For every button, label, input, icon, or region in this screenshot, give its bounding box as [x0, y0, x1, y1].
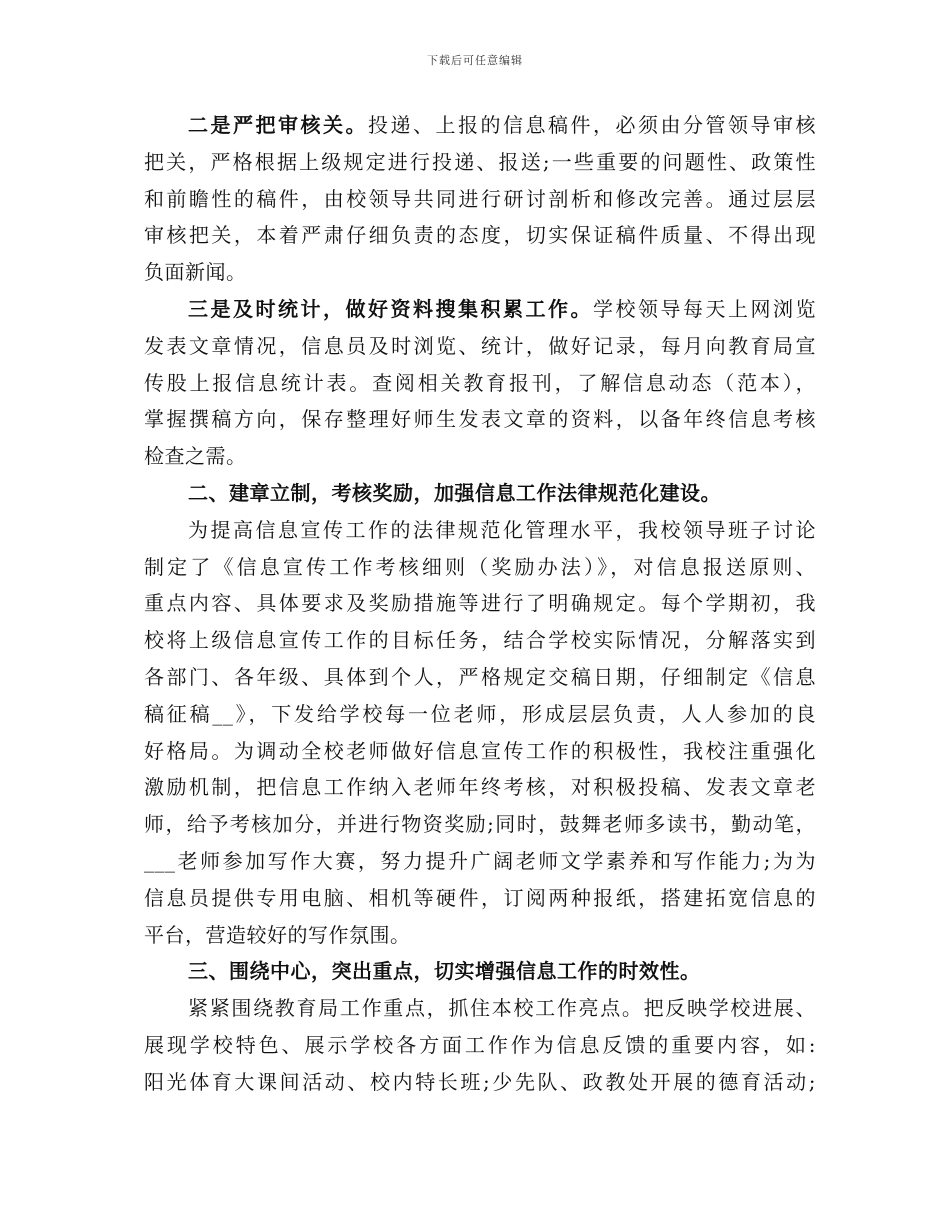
- paragraph-text: 学校领导每天上网浏览: [593, 296, 816, 321]
- section-heading: 二、建章立制，考核奖励，加强信息工作法律规范化建设。: [188, 480, 721, 505]
- paragraph-line: 制定了《信息宣传工作考核细则（奖励办法）》，对信息报送原则、: [144, 554, 816, 579]
- paragraph-line: 好格局。为调动全校老师做好信息宣传工作的积极性，我校注重强化: [144, 738, 816, 763]
- paragraph-line: [144, 291, 816, 328]
- paragraph-line: 平台，营造较好的写作氛围。: [144, 922, 411, 947]
- paragraph-line: 展现学校特色、展示学校各方面工作作为信息反馈的重要内容，如:: [144, 1032, 816, 1057]
- paragraph-line: 传股上报信息统计表。查阅相关教育报刊，了解信息动态（范本），: [144, 370, 816, 395]
- paragraph-line: 稿征稿__》，下发给学校每一位老师，形成层层负责，人人参加的良: [144, 701, 816, 726]
- document-body: [144, 107, 816, 1101]
- paragraph-line: 掌握撰稿方向，保存整理好师生发表文章的资料，以备年终信息考核: [144, 407, 816, 432]
- paragraph-line: 发表文章情况，信息员及时浏览、统计，做好记录，每月向教育局宣: [144, 333, 816, 358]
- paragraph-line: 重点内容、具体要求及奖励措施等进行了明确规定。每个学期初，我: [144, 591, 816, 616]
- section-heading: 三、围绕中心，突出重点，切实增强信息工作的时效性。: [188, 959, 701, 984]
- paragraph-line: 紧紧围绕教育局工作重点，抓住本校工作亮点。把反映学校进展、: [188, 996, 816, 1021]
- paragraph-lead: 三是及时统计，做好资料搜集积累工作。: [188, 296, 593, 321]
- paragraph-line: 审核把关，本着严肃仔细负责的态度，切实保证稿件质量、不得出现: [144, 223, 816, 248]
- paragraph-line: 为提高信息宣传工作的法律规范化管理水平，我校领导班子讨论: [188, 517, 816, 542]
- paragraph-line: 把关，严格根据上级规定进行投递、报送;一些重要的问题性、政策性: [144, 149, 816, 174]
- paragraph-line: 各部门、各年级、具体到个人，严格规定交稿日期，仔细制定《信息: [144, 664, 816, 689]
- paragraph-line: ___老师参加写作大赛，努力提升广阔老师文学素养和写作能力;为为: [144, 848, 816, 873]
- paragraph-line: 激励机制，把信息工作纳入老师年终考核，对积极投稿、发表文章老: [144, 775, 816, 800]
- paragraph-line: 负面新闻。: [144, 260, 247, 285]
- paragraph-text: 投递、上报的信息稿件，必须由分管领导审核: [368, 113, 816, 137]
- paragraph-line: 检查之需。: [144, 444, 247, 469]
- paragraph-line: 师，给予考核加分，并进行物资奖励;同时，鼓舞老师多读书，勤动笔，: [144, 812, 816, 837]
- paragraph-line: 和前瞻性的稿件，由校领导共同进行研讨剖析和修改完善。通过层层: [144, 186, 816, 211]
- paragraph-line: 阳光体育大课间活动、校内特长班;少先队、政教处开展的德育活动;: [144, 1069, 816, 1094]
- paragraph-line: 校将上级信息宣传工作的目标任务，结合学校实际情况，分解落实到: [144, 628, 816, 653]
- paragraph-line: 信息员提供专用电脑、相机等硬件，订阅两种报纸，搭建拓宽信息的: [144, 885, 816, 910]
- page-header: 下载后可任意编辑: [427, 54, 523, 67]
- paragraph-lead: 二是严把审核关。: [188, 113, 368, 137]
- paragraph-line: [144, 107, 816, 144]
